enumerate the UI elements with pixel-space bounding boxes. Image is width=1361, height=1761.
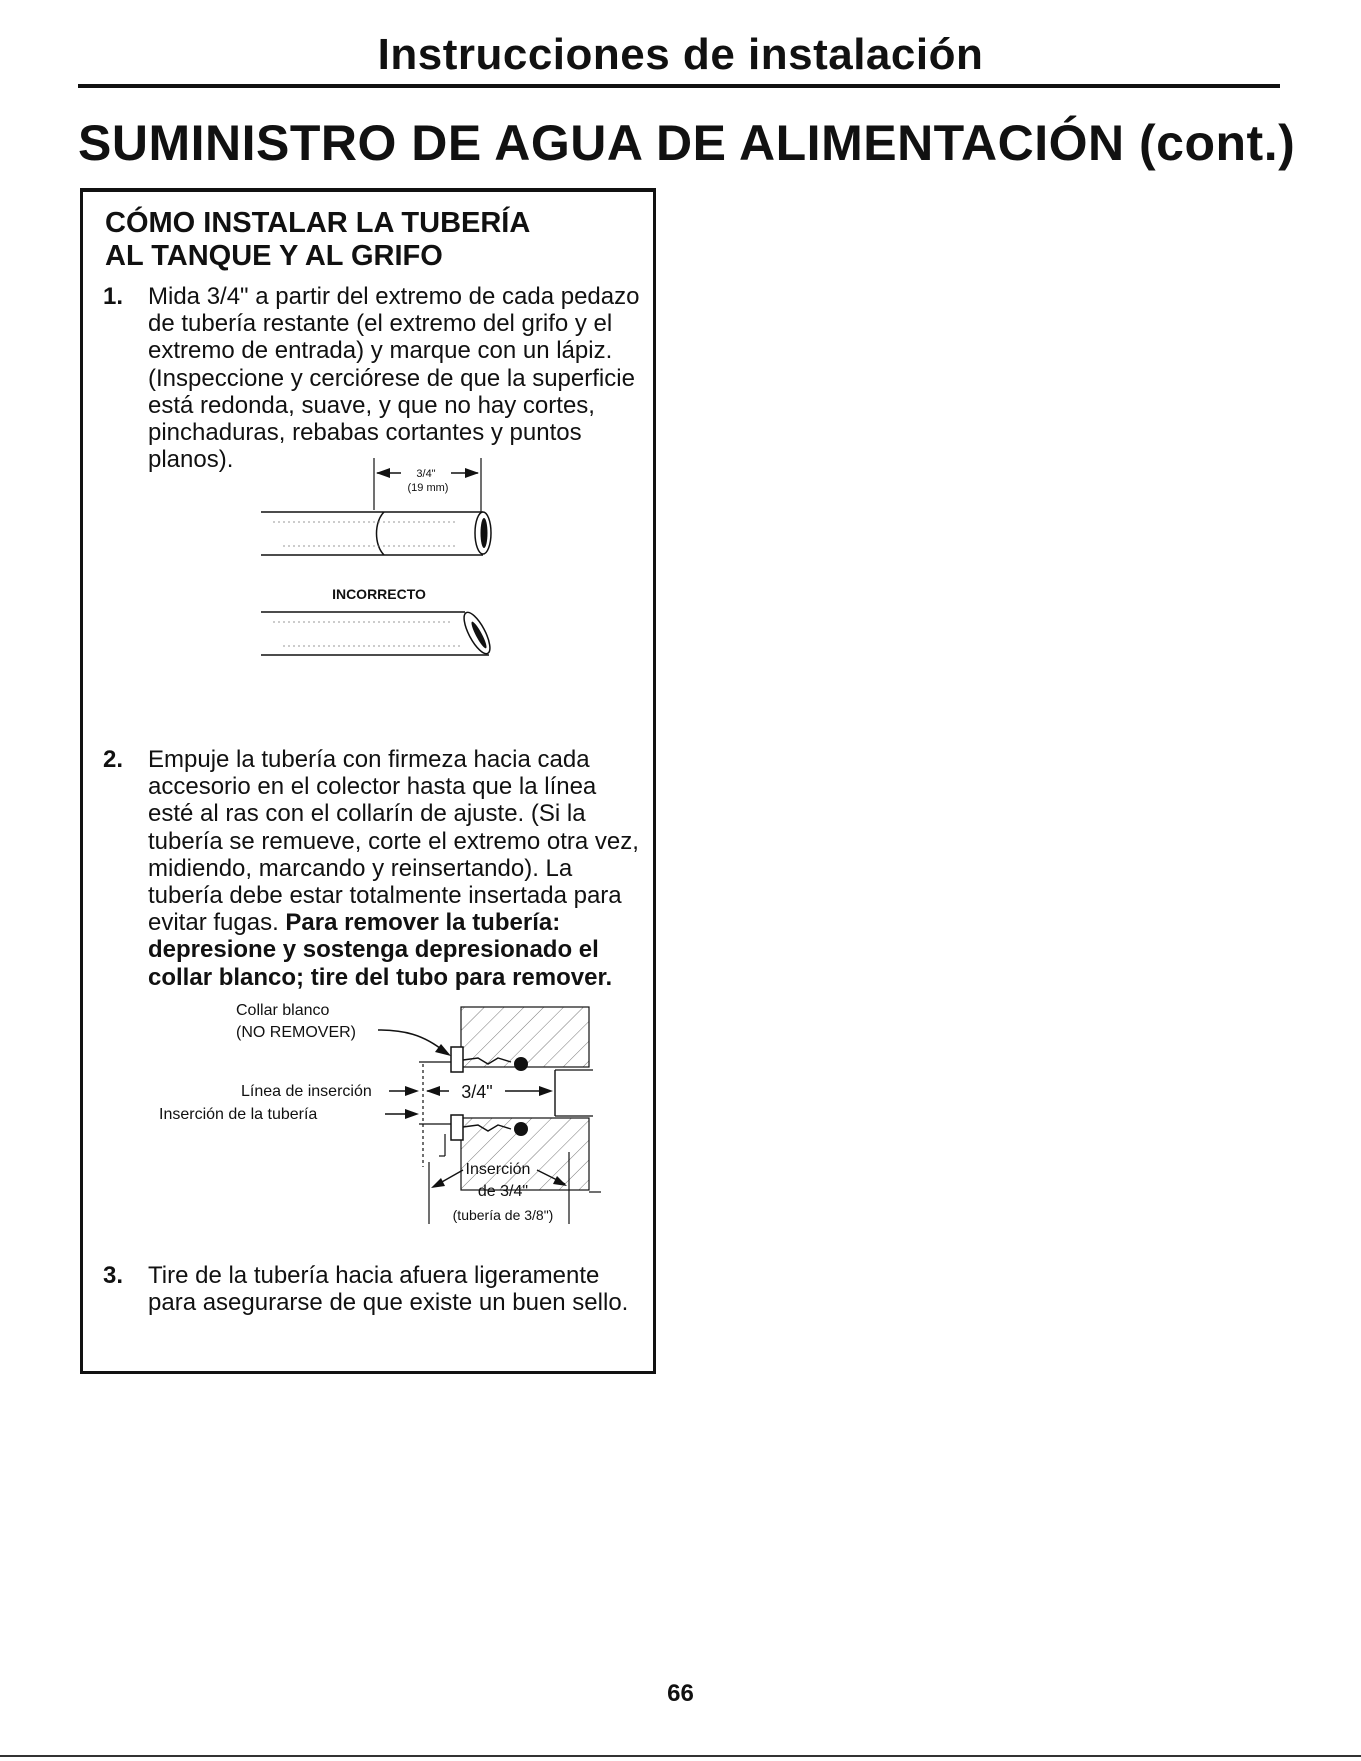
header-title: Instrucciones de instalación	[377, 30, 984, 79]
incorrect-label: INCORRECTO	[332, 586, 426, 602]
insertion-line-label: Línea de inserción	[241, 1083, 372, 1100]
step-3-text: Tire de la tubería hacia afuera ligeramente para asegurarse de que existe un buen sello.	[148, 1262, 629, 1317]
tube-correct-cut	[261, 512, 491, 555]
step-3-number: 3.	[103, 1262, 124, 1289]
bottom-divider	[0, 1755, 1361, 1757]
collar-label-line2: (NO REMOVER)	[236, 1024, 356, 1041]
insertion-depth-note: (tubería de 3/8")	[452, 1207, 554, 1223]
step-2-text	[148, 746, 648, 991]
panel-heading-line1: CÓMO INSTALAR LA TUBERÍA	[105, 207, 531, 239]
step-2-removal-note: Para remover la tubería: depresione y sostenga depresionado el collar blanco; tire del tubo para remover.	[148, 909, 613, 991]
panel-heading	[105, 207, 530, 273]
panel-heading-line2: AL TANQUE Y AL GRIFO	[105, 240, 443, 272]
figure1-dimension-metric: (19 mm)	[407, 482, 449, 494]
step-2-number: 2.	[103, 746, 124, 773]
instructions-panel	[80, 188, 656, 1374]
step-1-number: 1.	[103, 283, 124, 310]
fitting-cross-section-figure	[123, 992, 653, 1232]
tube-incorrect-cut	[261, 609, 495, 657]
tube-insertion-label: Inserción de la tubería	[159, 1106, 318, 1123]
section-title: SUMINISTRO DE AGUA DE ALIMENTACIÓN (cont.)	[78, 115, 1296, 171]
step-2-body: Empuje la tubería con firmeza hacia cada accesorio en el colector hasta que la línea esté al ras con el collarín de ajuste. (Si la tubería se remueve, corte el extremo otra vez, midiendo, marcando y reinsertando). La tubería debe estar totalmente insertada para evitar fugas.	[148, 746, 639, 937]
dimension-arrow	[374, 458, 481, 542]
insertion-depth-line1: Inserción	[465, 1161, 531, 1178]
step-1-text: Mida 3/4" a partir del extremo de cada pedazo de tubería restante (el extremo del grifo y el extremo de entrada) y marque con un lápiz. (Inspeccione y cerciórese de que la superficie está redonda, suave, y que no hay cortes, pinchaduras, rebabas cortantes y puntos planos).	[148, 283, 640, 474]
figure1-dimension: 3/4"	[416, 468, 436, 480]
insertion-depth-line2: de 3/4"	[477, 1183, 529, 1200]
figure2-dimension: 3/4"	[461, 1082, 493, 1102]
tube-insertion-callout	[159, 1106, 419, 1123]
page-number: 66	[667, 1680, 694, 1707]
collar-label-line1: Collar blanco	[236, 1002, 330, 1019]
collar-callout	[236, 1002, 451, 1056]
header-divider	[78, 84, 1280, 88]
